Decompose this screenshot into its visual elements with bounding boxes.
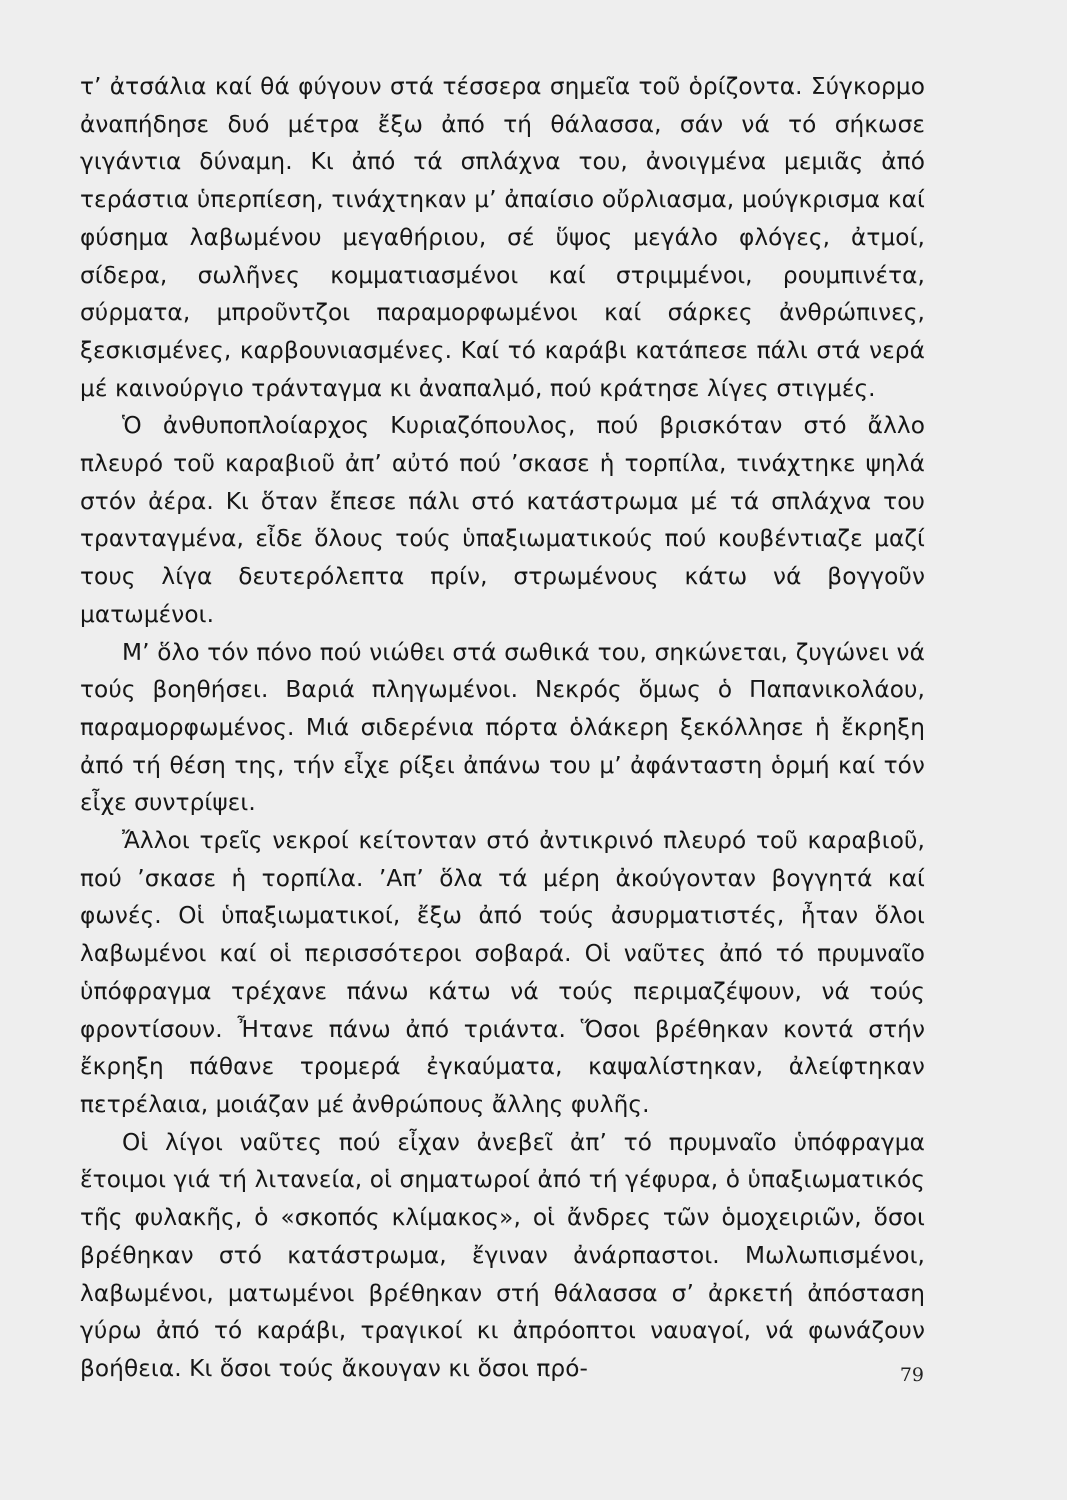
page-number: 79 bbox=[899, 1364, 924, 1386]
body-text bbox=[80, 68, 925, 1388]
paragraph-3: Μ’ ὅλο τόν πόνο πού νιώθει στά σωθικά του, σηκώνεται, ζυγώνει νά τούς βοηθήσει. Βαριά πληγωμένοι. Νεκρός ὅμως ὁ Παπανικολάου, παραμορφωμένος. Μιά σιδερένια πόρτα ὁλάκερη ξεκόλλησε ἡ ἔκρηξη ἀπό τή θέση της, τήν εἶχε ρίξει ἀπάνω του μ’ ἀφάνταστη ὁρμή καί τόν εἶχε συντρίψει. bbox=[80, 638, 925, 817]
paragraph-5: Οἱ λίγοι ναῦτες πού εἶχαν ἀνεβεῖ ἀπ’ τό πρυμναῖο ὑπόφραγμα ἕτοιμοι γιά τή λιτανεία, οἱ σηματωροί ἀπό τή γέφυρα, ὁ ὑπαξιωματικός τῆς φυλακῆς, ὁ «σκοπός κλίμακος», οἱ ἄνδρες τῶν ὁμοχειριῶν, ὅσοι βρέθηκαν στό κατάστρωμα, ἔγιναν ἀνάρπαστοι. Μωλωπισμένοι, λαβωμένοι, ματωμένοι βρέθηκαν στή θάλασσα σ’ ἀρκετή ἀπόσταση γύρω ἀπό τό καράβι, τραγικοί κι ἀπρόοπτοι ναυαγοί, νά φωνάζουν βοήθεια. Κι ὅσοι τούς ἄκουγαν κι ὅσοι πρό- bbox=[80, 1128, 925, 1382]
paragraph-4: Ἄλλοι τρεῖς νεκροί κείτονταν στό ἀντικρινό πλευρό τοῦ καραβιοῦ, πού ’σκασε ἡ τορπίλα. ’Απ’ ὅλα τά μέρη ἀκούγονταν βογγητά καί φωνές. Οἱ ὑπαξιωματικοί, ἔξω ἀπό τούς ἀσυρματιστές, ἦταν ὅλοι λαβωμένοι καί οἱ περισσότεροι σοβαρά. Οἱ ναῦτες ἀπό τό πρυμναῖο ὑπόφραγμα τρέχανε πάνω κάτω νά τούς περιμαζέψουν, νά τούς φροντίσουν. Ἦτανε πάνω ἀπό τριάντα. Ὅσοι βρέθηκαν κοντά στήν ἔκρηξη πάθανε τρομερά ἐγκαύματα, καψαλίστηκαν, ἀλείφτηκαν πετρέλαια, μοιάζαν μέ ἀνθρώπους ἄλλης φυλῆς. bbox=[80, 827, 925, 1118]
paragraph-1: τ’ ἀτσάλια καί θά φύγουν στά τέσσερα σημεῖα τοῦ ὁρίζοντα. Σύγκορμο ἀναπήδησε δυό μέτρα ἔξω ἀπό τή θάλασσα, σάν νά τό σήκωσε γιγάντια δύναμη. Κι ἀπό τά σπλάχνα του, ἀνοιγμένα μεμιᾶς ἀπό τεράστια ὑπερπίεση, τινάχτηκαν μ’ ἀπαίσιο οὔρλιασμα, μούγκρισμα καί φύσημα λαβωμένου μεγαθήριου, σέ ὕψος μεγάλο φλόγες, ἀτμοί, σίδερα, σωλῆνες κομματιασμένοι καί στριμμένοι, ρουμπινέτα, σύρματα, μπροῦντζοι παραμορφωμένοι καί σάρκες ἀνθρώπινες, ξεσκισμένες, καρβουνιασμένες. Καί τό καράβι κατάπεσε πάλι στά νερά μέ καινούργιο τράνταγμα κι ἀναπαλμό, πού κράτησε λίγες στιγμές. bbox=[80, 73, 925, 402]
paragraph-2: Ὁ ἀνθυποπλοίαρχος Κυριαζόπουλος, πού βρισκόταν στό ἄλλο πλευρό τοῦ καραβιοῦ ἀπ’ αὐτό πού ’σκασε ἡ τορπίλα, τινάχτηκε ψηλά στόν ἀέρα. Κι ὅταν ἔπεσε πάλι στό κατάστρωμα μέ τά σπλάχνα του τρανταγμένα, εἶδε ὅλους τούς ὑπαξιωματικούς πού κουβέντιαζε μαζί τους λίγα δευτερόλεπτα πρίν, στρωμένους κάτω νά βογγοῦν ματωμένοι. bbox=[80, 412, 925, 628]
